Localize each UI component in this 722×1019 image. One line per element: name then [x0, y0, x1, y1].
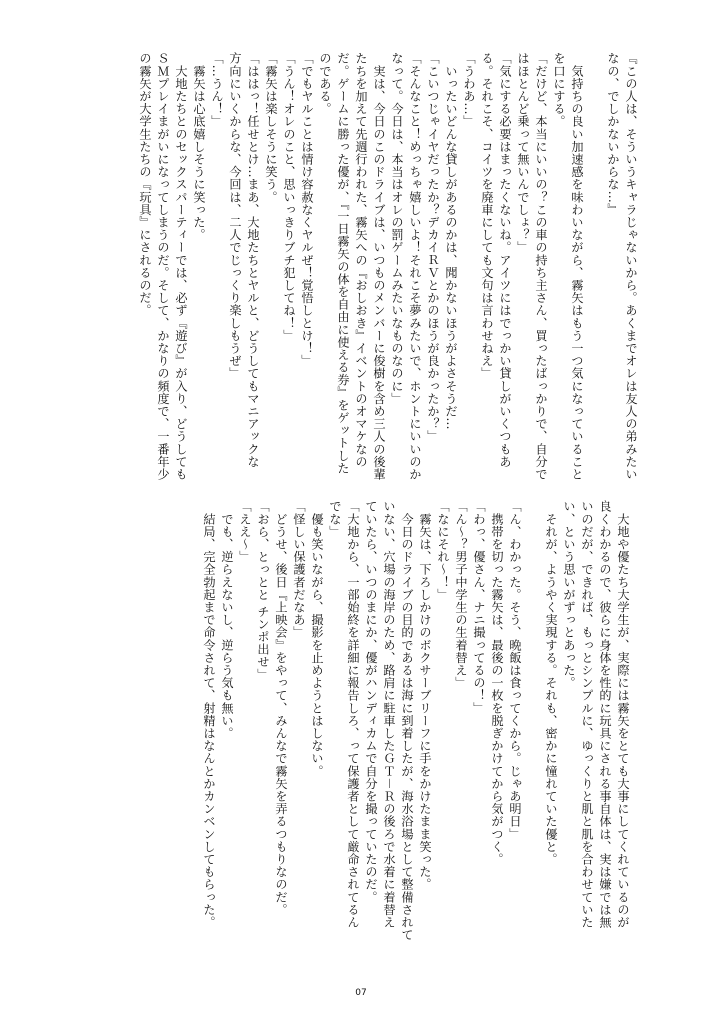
text-line: 「…うん！」	[210, 52, 224, 128]
text-line: のである。	[318, 52, 332, 115]
text-line	[586, 52, 604, 442]
text-line: る。それこそ、コイツを廃車にしても文句は言わせねえ」	[480, 52, 494, 380]
text-line: でな」	[328, 500, 342, 538]
text-line: 「でもヤルことは情け容赦なくヤルぜ！覚悟しとけ！」	[300, 52, 314, 367]
text-line: たちを加えて先週行われた、霧矢への『おしおき』イベントのオマケなの	[354, 52, 368, 468]
text-line: 「ははっ！任せとけ…まあ、大地たちとヤルと、どうしてもマニアックな	[246, 52, 260, 468]
text-line: 「わっ、優さん、ナニ撮ってるの！」	[472, 500, 486, 715]
text-line: を口にする。	[552, 52, 566, 128]
text-line: 大地や優たち大学生が、実際には霧矢をとても大事にしてくれているのが	[616, 500, 630, 929]
text-line: 大地たちとのセックスパーティーでは、必ず『遊び』が入り、どうしても	[174, 52, 188, 481]
text-line: 結局、完全勃起まで命令されて、射精はなんとかカンベンしてもらった。	[202, 500, 216, 929]
text-line: い、という思いがずっとあった。	[562, 500, 576, 689]
text-line: 「ん、わかった。そう、晩飯は食ってくから。じゃあ明日」	[508, 500, 522, 841]
text-line: 優も笑いながら、撮影を止めようとはしない。	[310, 500, 324, 778]
text-line: それが、ようやく実現する。それも、密かに憧れていた優と。	[544, 500, 558, 866]
text-line: 「ん～？男子中学生の生着替え」	[454, 500, 468, 689]
text-line: 「うん！オレのこと、思いっきりブチ犯してね！」	[282, 52, 296, 342]
text-line: 方向にいくからな、今回は、二人でじっくり楽しもうぜ」	[228, 52, 242, 380]
page-number: 07	[355, 988, 367, 998]
text-line: 「大地から、一部始終を詳細に報告しろ、って保護者として厳命されてるん	[346, 500, 360, 929]
text-line: 「怪しい保護者だなあ」	[292, 500, 306, 639]
text-line: 「おら、とっとと チンポ出せ」	[256, 500, 270, 681]
text-line: でも、逆らえないし、逆らう気も無い。	[220, 500, 234, 740]
text-line: 霧矢は心底嬉しそうに笑った。	[192, 52, 206, 241]
top-text-block	[136, 52, 640, 481]
text-line: ていたら、いつのまにか、優がハンディカムで自分を撮っていたのだ。	[364, 500, 378, 904]
text-line: の霧矢が大学生たちの『玩具』にされるのだ。	[138, 52, 152, 317]
text-line: なって。今日は、本当はオレの罰ゲームみたいなものなのに」	[390, 52, 404, 405]
text-line: なの、でしかないからな…』	[606, 52, 620, 216]
text-line: 「だけど、本当にいいの？この車の持ち主さん、買ったばっかりで、自分で	[534, 52, 548, 481]
text-line: 良くわかるので、彼らに身体を性的に玩具にされる事自体は、実は嫌では無	[598, 500, 612, 929]
text-line: はほとんど乗って無いんでしょ？」	[516, 52, 530, 254]
text-line: 「気にする必要はまったくないね。アイツにはでっかい貸しがいくつもあ	[498, 52, 512, 468]
text-line: 携帯を切った霧矢は、最後の一枚を脱ぎかけてから気がつく。	[490, 500, 504, 866]
text-line: 今日のドライブの目的であるは海に到着したが、海水浴場として整備されて	[400, 500, 414, 941]
text-line: 気持ちの良い加速感を味わいながら、霧矢はもう一つ気になっていること	[570, 52, 584, 481]
text-line: いのだが、できれば、もっとシンプルに、ゆっくりと肌と肌を合わせていた	[580, 500, 594, 929]
text-line: いない、穴場の海岸のため、路肩に駐車したＧＴ－Ｒの後ろで水着に着替え	[382, 500, 396, 929]
text-line: 「霧矢は楽しそうに笑う。	[264, 52, 278, 204]
text-line: 霧矢は、下ろしかけのボクサーブリーフに手をかけたまま笑った。	[418, 500, 432, 891]
text-line: 「ええ～」	[238, 500, 252, 563]
text-line: 「そんなこと！めっちゃ嬉しいよ！それこそ夢みたいで、ホントにいいのか	[408, 52, 422, 481]
text-line: 『この人は、そういうキャラじゃないから。あくまでオレは友人の弟みたい	[624, 52, 638, 481]
text-line: 「うわあ…」	[462, 52, 476, 128]
text-line: いったいどんな貸しがあるのかは、聞かないほうがよさそうだ…	[444, 52, 458, 430]
text-line: 「こいつじゃイヤだったか？デカイＲＶとかのほうが良かったか？」	[426, 52, 440, 443]
bottom-text-block	[200, 500, 632, 941]
text-line: どうせ、後日『上映会』をやって、みんなで霧矢を弄るつもりなのだ。	[274, 500, 288, 916]
text-line	[524, 500, 542, 852]
text-line: ＳＭプレイまがいになってしまうのだ。そして、かなりの頻度で、一番年少	[156, 52, 170, 481]
text-line: 実は、今日のこのドライブは、いつものメンバーに俊樹を含め三人の後輩	[372, 52, 386, 481]
text-line: 「なにそれ～！」	[436, 500, 450, 601]
text-line: だ。ゲームに勝った優が、『一日霧矢の体を自由に使える券』をゲットした	[336, 52, 350, 475]
